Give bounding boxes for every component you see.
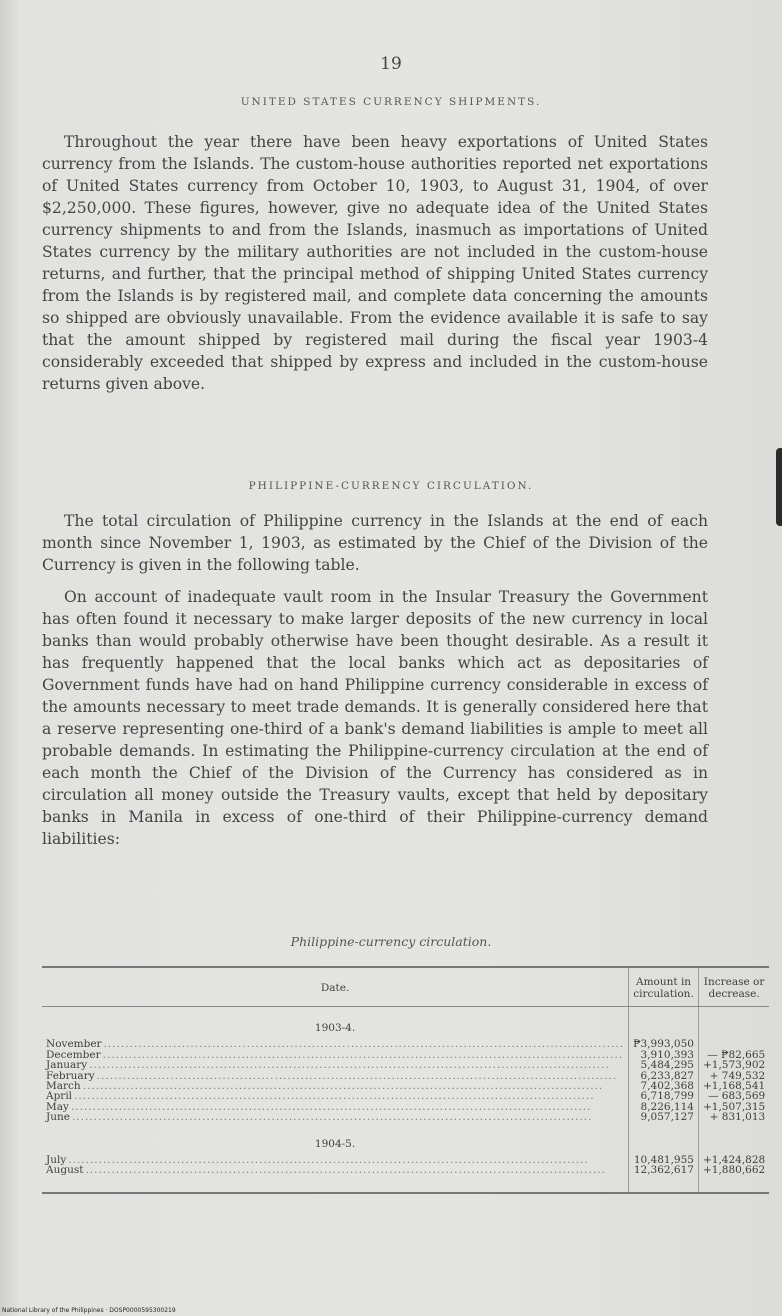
amount-cell: 10,481,955 — [629, 1155, 699, 1165]
month-cell — [42, 1050, 629, 1060]
month-label: April — [46, 1091, 73, 1102]
leader-dots: ........................................................................................................................ — [85, 1165, 606, 1177]
paragraph-us-currency: Throughout the year there have been heavy exportations of United States currency from the Islands. The custom-house authorities reported net exportations of United States currency from October 10, 1903, to August 31, 1904, of over $2,250,000. These figures, however, give no adequate idea of the United States currency shipments to and from the Islands, inasmuch as importations of United States currency by the military authorities are not included in the custom-house returns, and further, that the principal method of shipping United States currency from the Islands is by registered mail, and complete data concerning the amounts so shipped are obviously unavailable. From the evidence available it is safe to say that the amount shipped by registered mail during the fiscal year 1903-4 considerably exceeded that shipped by express and included in the custom-house returns given above. — [42, 133, 708, 393]
month-label: December — [46, 1049, 101, 1061]
leader-dots: ........................................................................................................................ — [74, 1091, 595, 1102]
month-cell — [42, 1039, 629, 1049]
amount-cell: 7,402,368 — [629, 1081, 699, 1091]
change-cell: +1,573,902 — [698, 1060, 769, 1070]
leader-dots: ........................................................................................................................ — [89, 1060, 610, 1071]
leader-dots: ........................................................................................................................ — [102, 1049, 624, 1061]
month-cell — [42, 1165, 629, 1192]
leader-dots: ........................................................................................................................ — [71, 1112, 593, 1123]
amount-cell: 3,910,393 — [629, 1050, 699, 1060]
month-cell — [42, 1091, 629, 1101]
change-cell: + 749,532 — [698, 1071, 769, 1081]
month-label: February — [46, 1070, 95, 1082]
month-cell — [42, 1060, 629, 1070]
month-cell — [42, 1102, 629, 1112]
leader-dots: ........................................................................................................................ — [70, 1101, 592, 1113]
leader-dots: ........................................................................................................................ — [96, 1070, 618, 1082]
month-label: June — [46, 1112, 70, 1123]
change-cell: +1,507,315 — [698, 1102, 769, 1112]
month-cell — [42, 1112, 629, 1122]
change-cell: +1,168,541 — [698, 1081, 769, 1091]
change-cell: + 831,013 — [698, 1112, 769, 1122]
header-amount: Amount in circulation. — [629, 967, 699, 1007]
year-row — [42, 1007, 769, 1040]
circulation-table — [42, 966, 769, 1194]
change-cell: +1,880,662 — [698, 1165, 769, 1192]
year-label: 1904-5. — [314, 1137, 356, 1150]
year-label: 1903-4. — [314, 1022, 356, 1034]
change-cell: — 683,569 — [698, 1091, 769, 1101]
section-heading-us-currency: UNITED STATES CURRENCY SHIPMENTS. — [240, 96, 542, 108]
month-label: August — [46, 1165, 84, 1177]
table-body — [42, 1007, 769, 1193]
month-label: November — [46, 1039, 102, 1050]
paragraph-circulation-intro: The total circulation of Philippine currency in the Islands at the end of each month since November 1, 1903, as estimated by the Chief of the Division of the Currency is given in the following table. — [42, 512, 708, 574]
change-cell: +1,424,828 — [698, 1155, 769, 1165]
page-number: 19 — [380, 54, 402, 74]
year-row — [42, 1123, 769, 1155]
scan-footer: National Library of the Philippines · DOSP0000595300219 — [2, 1307, 176, 1314]
paragraph-vault-room: On account of inadequate vault room in the Insular Treasury the Government has often found it necessary to make larger deposits of the new currency in local banks than would probably otherwise have been thought desirable. As a result it has frequently happened that the local banks which act as depositaries of Government funds have had on hand Philippine currency considerable in excess of the amounts necessary to meet trade demands. It is generally considered here that a reserve representing one-third of a bank's demand liabilities is ample to meet all probable demands. In estimating the Philippine-currency circulation at the end of each month the Chief of the Division of the Currency has considered as in circulation all money outside the Treasury vaults, except that held by depositary banks in Manila in excess of one-third of their Philippine-currency demand liabilities: — [42, 588, 708, 848]
header-date: Date. — [42, 967, 629, 1007]
amount-cell: 12,362,617 — [629, 1165, 699, 1192]
leader-dots: ........................................................................................................................ — [103, 1039, 625, 1050]
amount-cell: 6,233,827 — [629, 1071, 699, 1081]
month-cell — [42, 1081, 629, 1091]
header-change: Increase or decrease. — [698, 967, 769, 1007]
leader-dots: ........................................................................................................................ — [68, 1155, 589, 1166]
amount-cell: ₱3,993,050 — [629, 1039, 699, 1049]
amount-cell: 9,057,127 — [629, 1112, 699, 1122]
month-label: January — [46, 1060, 88, 1071]
table-caption: Philippine-currency circulation. — [290, 934, 492, 949]
leader-dots: ........................................................................................................................ — [82, 1081, 604, 1092]
month-label: March — [46, 1081, 81, 1092]
table-row — [42, 1112, 769, 1122]
amount-cell: 8,226,114 — [629, 1102, 699, 1112]
month-label: May — [46, 1101, 69, 1113]
change-cell: — ₱82,665 — [698, 1050, 769, 1060]
month-cell — [42, 1155, 629, 1165]
month-label: July — [46, 1155, 67, 1166]
section-heading-philippine-currency: PHILIPPINE-CURRENCY CIRCULATION. — [248, 480, 534, 492]
amount-cell: 5,484,295 — [629, 1060, 699, 1070]
amount-cell: 6,718,799 — [629, 1091, 699, 1101]
month-cell — [42, 1071, 629, 1081]
table-row — [42, 1165, 769, 1192]
